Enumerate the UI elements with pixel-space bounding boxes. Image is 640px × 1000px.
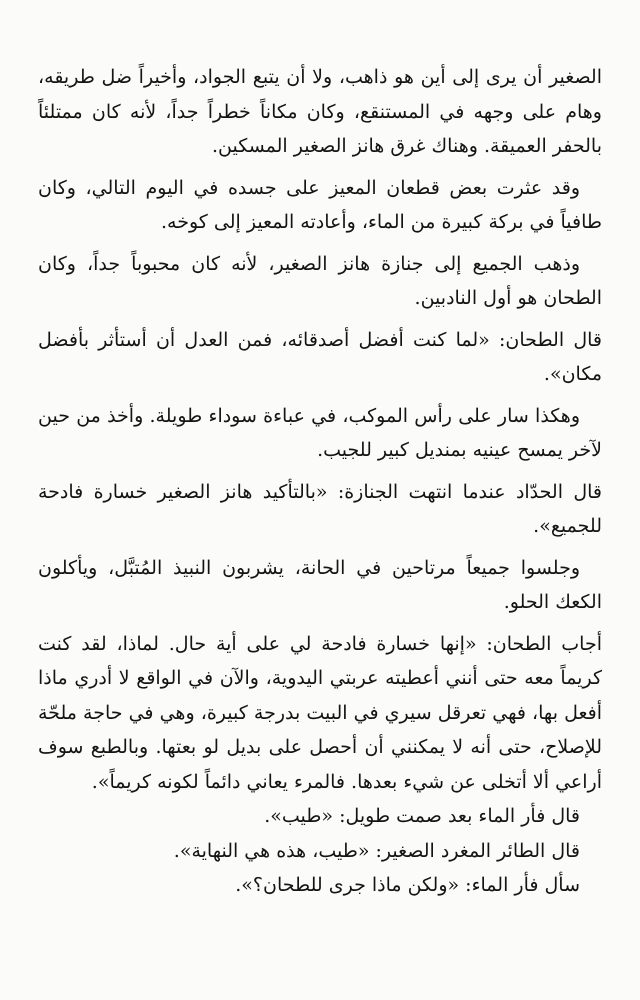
- paragraph-hans-drowning: الصغير أن يرى إلى أين هو ذاهب، ولا أن يتبع الجواد، وأخيراً ضل طريقه، وهام على وجهه في المستنقع، وكان مكاناً خطراً جداً، لأنه كان ممتلئاً بالحفر العميقة. وهناك غرق هانز الصغير المسكين.: [38, 66, 602, 157]
- paragraph-funeral: وذهب الجميع إلى جنازة هانز الصغير، لأنه كان محبوباً جداً، وكان الطحان هو أول النادبين.: [38, 252, 602, 309]
- paragraph-body-found: وقد عثرت بعض قطعان المعيز على جسده في اليوم التالي، وكان طافياً في بركة كبيرة من الماء، وأعادته المعيز إلى كوخه.: [38, 176, 602, 233]
- paragraph-miller-reply: أجاب الطحان: «إنها خسارة فادحة لي على أية حال. لماذا، لقد كنت كريماً معه حتى أنني أعطيته عربتي اليدوية، والآن في الواقع لا أدري ماذا أفعل بها، فهي تعرقل سيري في البيت بدرجة كبيرة، وهي في حاجة ملحّة للإصلاح، حتى أنه لا يمكنني أن أحصل على بديل لو بعتها. وبالطبع سوف أراعي ألا أتخلى عن شيء بعدها. فالمرء يعاني دائماً لكونه كريماً».: [38, 632, 602, 793]
- paragraph-tavern: وجلسوا جميعاً مرتاحين في الحانة، يشربون النبيذ المُتبَّل، ويأكلون الكعك الحلو.: [38, 556, 602, 613]
- book-page: [38, 60, 602, 903]
- paragraph-water-rat: قال فأر الماء بعد صمت طويل: «طيب».: [264, 805, 580, 827]
- paragraph-blacksmith: قال الحدّاد عندما انتهت الجنازة: «بالتأكيد هانز الصغير خسارة فادحة للجميع».: [38, 480, 602, 537]
- paragraph-linnet: قال الطائر المغرد الصغير: «طيب، هذه هي النهاية».: [173, 839, 580, 862]
- paragraph-question: سأل فأر الماء: «ولكن ماذا جرى للطحان؟».: [235, 874, 580, 896]
- paragraph-miller-speech: قال الطحان: «لما كنت أفضل أصدقائه، فمن العدل أن أستأثر بأفضل مكان».: [38, 328, 602, 385]
- paragraph-procession: وهكذا سار على رأس الموكب، في عباءة سوداء طويلة. وأخذ من حين لآخر يمسح عينيه بمنديل كبير للجيب.: [38, 404, 602, 461]
